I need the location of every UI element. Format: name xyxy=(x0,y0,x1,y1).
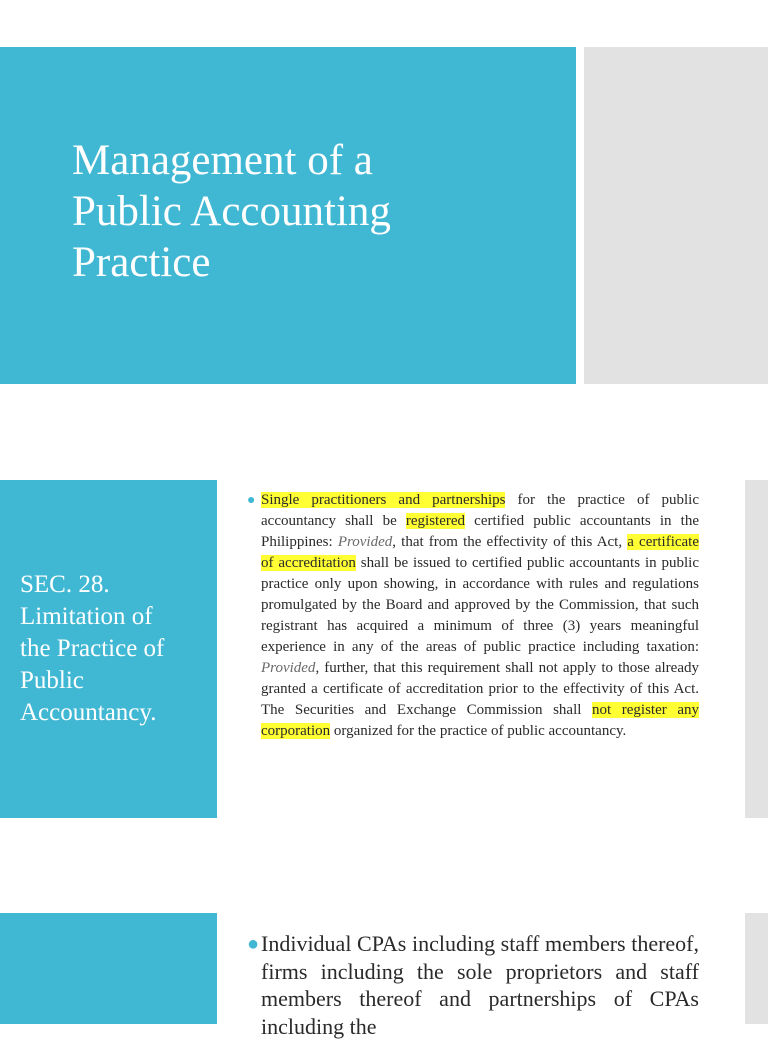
section-title-panel xyxy=(0,480,217,818)
section-title-line-5: Accountancy. xyxy=(20,699,157,726)
highlight-certificate: a certificate of accreditation xyxy=(261,534,699,571)
section-title-line-2: Limitation of xyxy=(20,603,153,630)
section-title-line-1: SEC. 28. xyxy=(20,571,110,598)
provided-term: Provided xyxy=(261,660,316,676)
section-28-slide xyxy=(0,480,768,818)
provided-term: Provided xyxy=(337,534,393,550)
title-line-1: Management of a xyxy=(72,137,373,184)
title-line-3: Practice xyxy=(72,239,211,286)
body-text-segment: for the practice of public accountancy shall be xyxy=(261,492,700,529)
side-panel xyxy=(584,47,768,384)
page-title xyxy=(72,135,552,288)
cpa-slide xyxy=(0,913,768,1039)
highlight-single-practitioners: Single practitioners and partnerships xyxy=(261,492,506,508)
bullet-icon: ● xyxy=(247,933,260,955)
highlight-registered: registered xyxy=(405,513,466,529)
body-text-segment: , that from the effectivity of this Act, xyxy=(392,534,628,550)
section-body xyxy=(261,490,699,742)
bullet-icon: ● xyxy=(247,493,256,508)
body-text-segment: organized for the practice of public accountancy. xyxy=(330,723,627,739)
body-text-segment: , further, that this requirement shall not apply to those already granted a certificate of accreditation prior to the effectivity of this Act. The Securities and Exchange Commission shall xyxy=(261,660,699,718)
side-panel xyxy=(745,913,768,1024)
body-text-segment: shall be issued to certified public accountants in public practice only upon showing, in accordance with rules and regulations promulgated by the Board and approved by the Commission, that such registrant has acquired a minimum of three (3) years meaningful experience in any of the areas of public practice including taxation: xyxy=(261,555,700,655)
title-line-2: Public Accounting xyxy=(72,188,391,235)
highlight-not-register: not register any corporation xyxy=(261,702,699,739)
section-title-line-3: the Practice of xyxy=(20,635,165,662)
title-slide xyxy=(0,47,768,384)
body-text-segment: certified public accountants in the Philippines: xyxy=(261,513,699,550)
cpa-body: Individual CPAs including staff members thereof, firms including the sole proprietors and staff members thereof and partnerships of CPAs including the xyxy=(261,931,699,1039)
section-title-line-4: Public xyxy=(20,667,84,694)
title-panel xyxy=(0,47,576,384)
section-title xyxy=(20,569,210,729)
side-panel xyxy=(745,480,768,818)
section-title-panel xyxy=(0,913,217,1024)
